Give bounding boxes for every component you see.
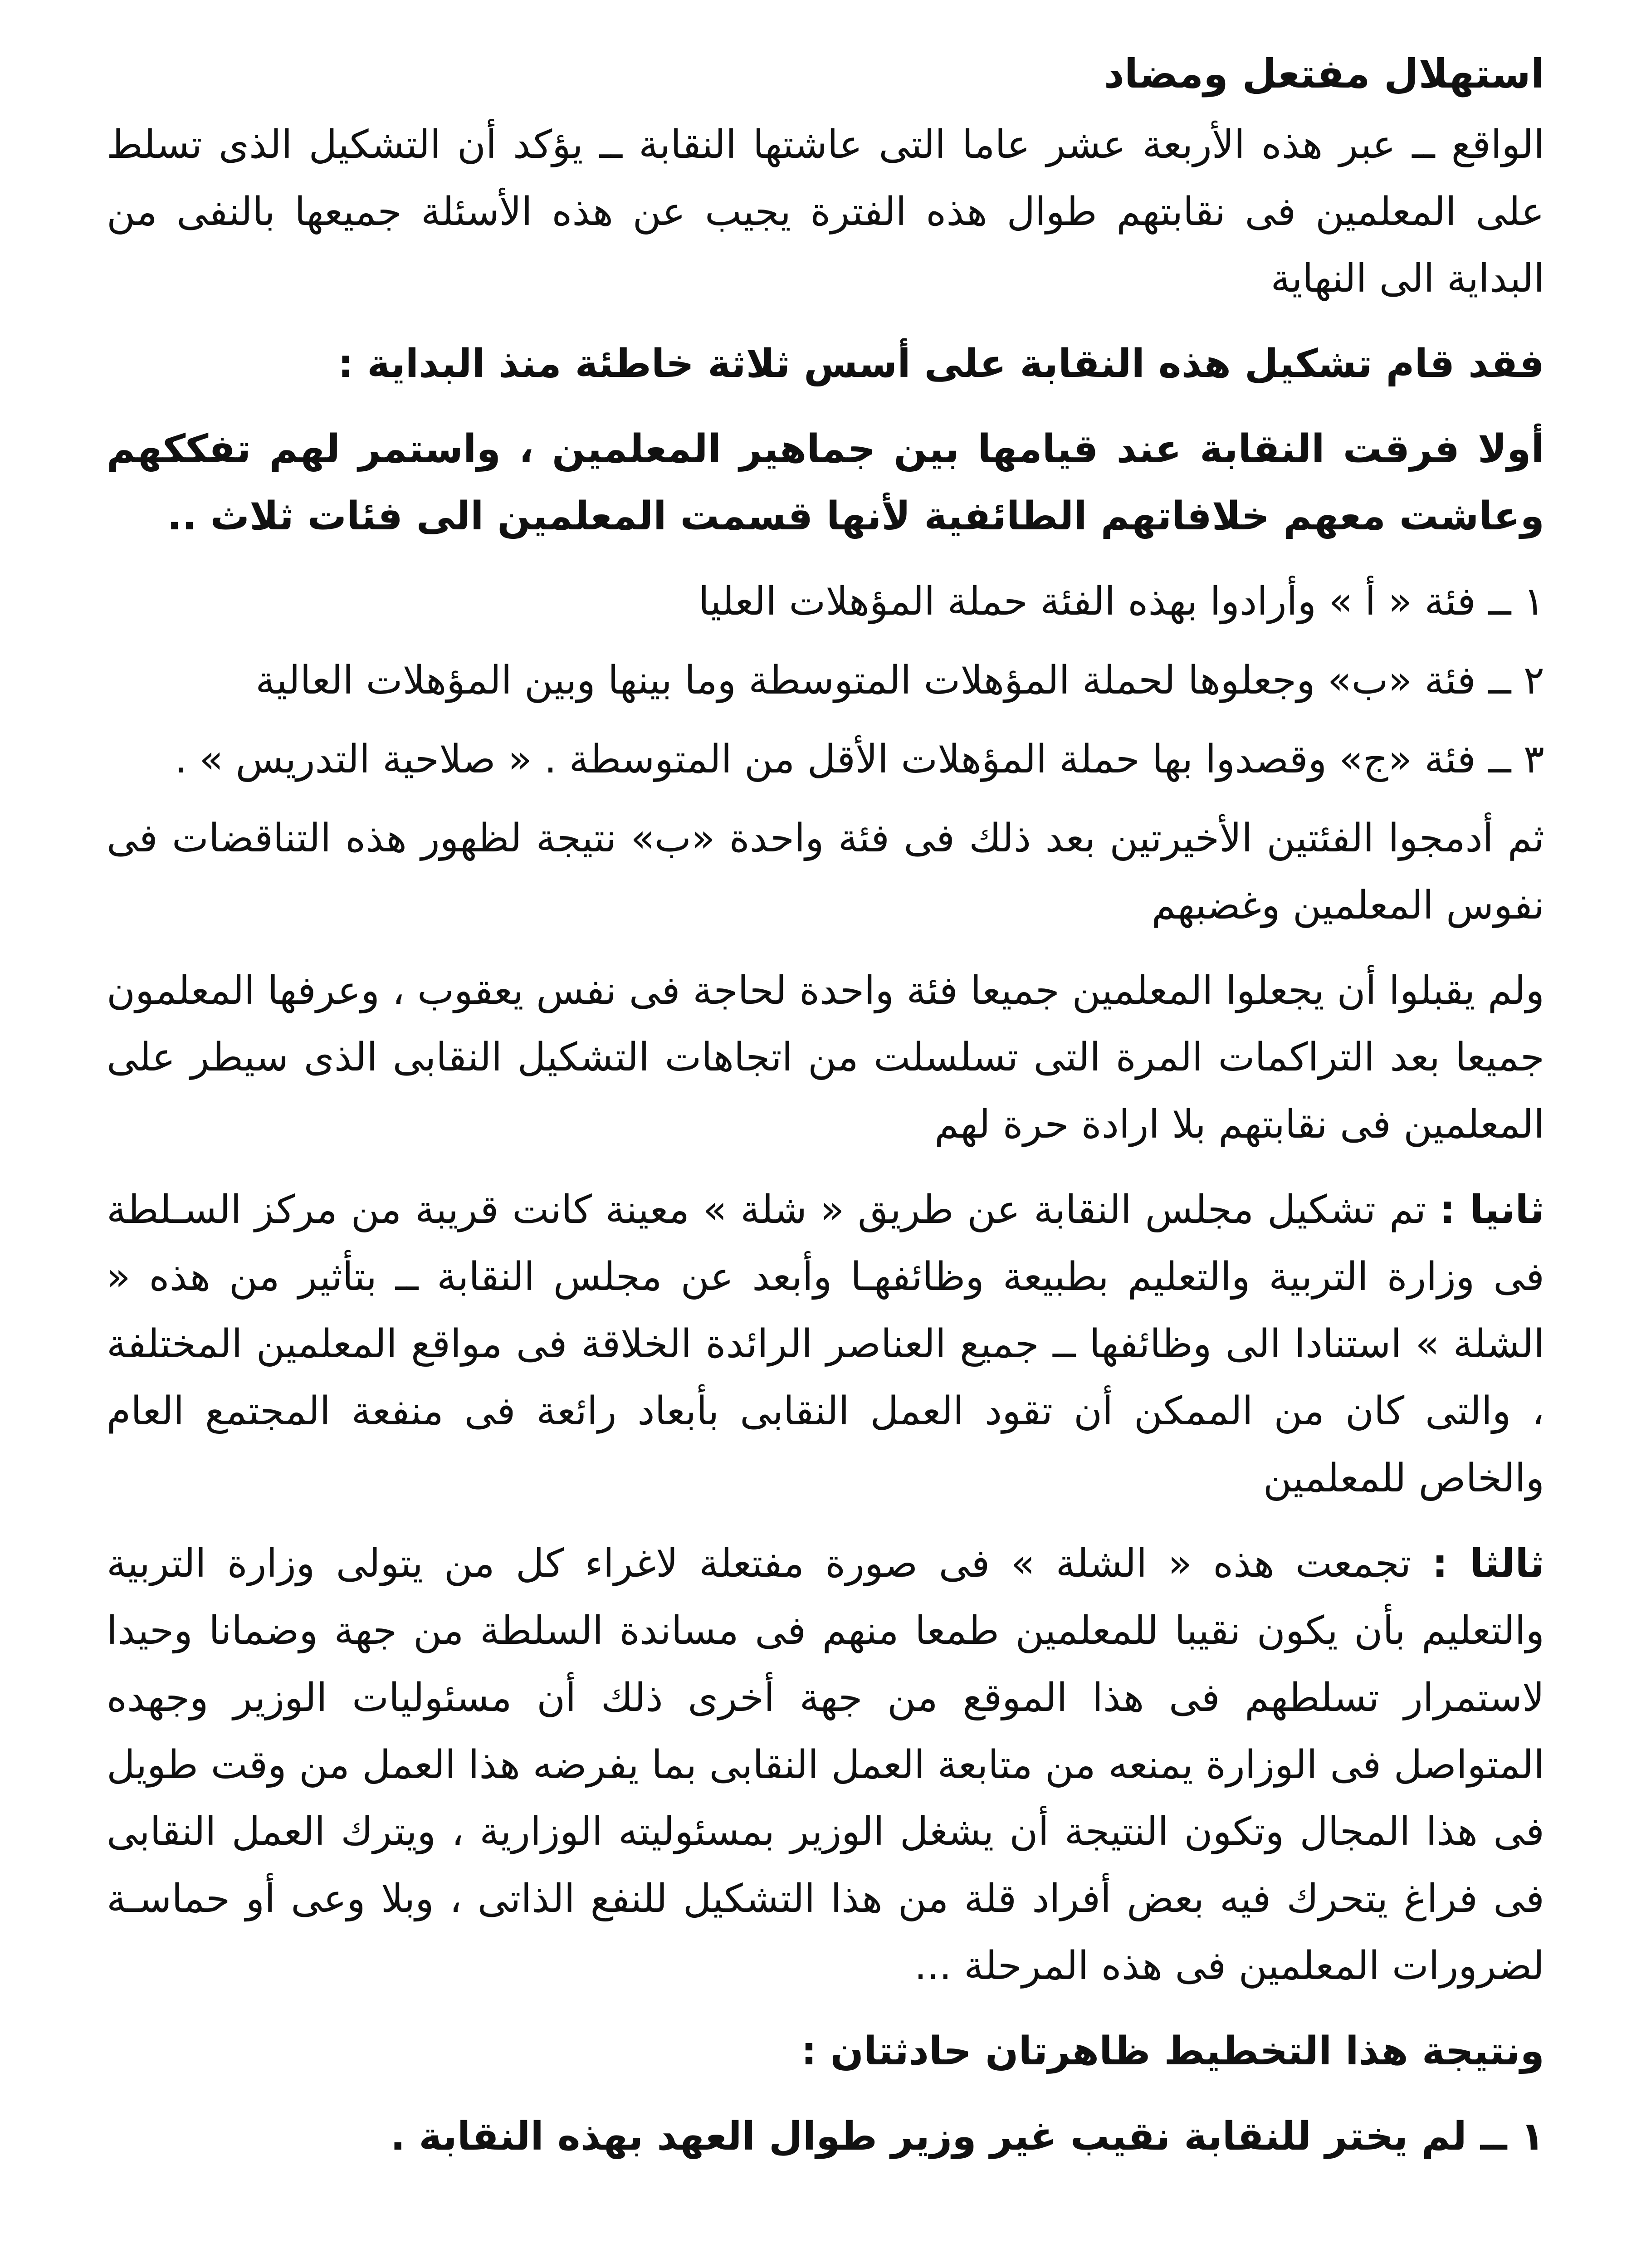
- list-item: ٣ ــ فئة «ج» وقصدوا بها حملة المؤهلات الأقل من المتوسطة . « صلاحية التدريس » .: [174, 736, 1544, 782]
- list-item: ٢ ــ فئة «ب» وجعلوها لحملة المؤهلات المتوسطة وما بينها وبين المؤهلات العالية: [255, 657, 1544, 703]
- second-point-paragraph: [107, 1177, 1544, 1512]
- list-item: ١ ــ فئة « أ » وأرادوا بهذه الفئة حملة المؤهلات العليا: [698, 579, 1544, 625]
- third-point-lead: ثالثا :: [1432, 1540, 1544, 1586]
- section-header: استهلال مفتعل ومضاد: [1104, 50, 1544, 97]
- outcome-heading: ونتيجة هذا التخطيط ظاهرتان حادثتان :: [801, 2028, 1544, 2074]
- third-point-paragraph: [107, 1530, 1544, 2000]
- unity-paragraph: ولم يقبلوا أن يجعلوا المعلمين جميعا فئة واحدة لحاجة فى نفس يعقوب ، وعرفها المعلمون جميعا بعد التراكمات المرة التى تسلسلت من اتجاهات التشكيل النقابى الذى سيطر على المعلمين فى نقابتهم بلا ارادة حرة لهم: [107, 968, 1544, 1148]
- merge-paragraph: ثم أدمجوا الفئتين الأخيرتين بعد ذلك فى فئة واحدة «ب» نتيجة لظهور هذه التناقضات فى نفوس المعلمين وغضبهم: [107, 815, 1544, 928]
- three-bases-heading: فقد قام تشكيل هذه النقابة على أسس ثلاثة خاطئة منذ البداية :: [337, 341, 1544, 387]
- second-point-lead: ثانيا :: [1439, 1187, 1544, 1233]
- first-point-paragraph: أولا فرقت النقابة عند قيامها بين جماهير المعلمين ، واستمر لهم تفككهم وعاشت معهم خلافاتهم الطائفية لأنها قسمت المعلمين الى فئات ثلاث ..: [107, 426, 1544, 539]
- intro-paragraph: الواقع ــ عبر هذه الأربعة عشر عاما التى عاشتها النقابة ــ يؤكد أن التشكيل الذى تسلط على المعلمين فى نقابتهم طوال هذه الفترة يجيب عن هذه الأسئلة جميعها بالنفى من البداية الى النهاية: [107, 122, 1544, 302]
- third-point-body: تجمعت هذه « الشلة » فى صورة مفتعلة لاغراء كل من يتولى وزارة التربية والتعليم بأن يكون نقيبا للمعلمين طمعا منهم فى مساندة السلطة من جهة وضمانا وحيدا لاستمرار تسلطهم فى هذا الموقع من جهة أخرى ذلك أن مسئوليات الوزير وجهده المتواصل فى الوزارة يمنعه من متابعة العمل النقابى بما يفرضه هذا العمل من وقت طويل فى هذا المجال وتكون النتيجة أن يشغل الوزير بمسئوليته الوزارية ، ويترك العمل النقابى فى فراغ يتحرك فيه بعض أفراد قلة من هذا التشكيل للنفع الذاتى ، وبلا وعى أو حماسـة لضرورات المعلمين فى هذه المرحلة ...: [107, 1540, 1544, 1989]
- list-item: ١ ــ لم يختر للنقابة نقيب غير وزير طوال العهد بهذه النقابة .: [390, 2114, 1544, 2160]
- second-point-body: تم تشكيل مجلس النقابة عن طريق « شلة » معينة كانت قريبة من مركز السـلطة فى وزارة التربية والتعليم بطبيعة وظائفهـا وأبعد عن مجلس النقابة ــ بتأثير من هذه « الشلة » استنادا الى وظائفها ــ جميع العناصر الرائدة الخلاقة فى مواقع المعلمين المختلفة ، والتى كان من الممكن أن تقود العمل النقابى بأبعاد رائعة فى منفعة المجتمع العام والخاص للمعلمين: [107, 1187, 1544, 1501]
